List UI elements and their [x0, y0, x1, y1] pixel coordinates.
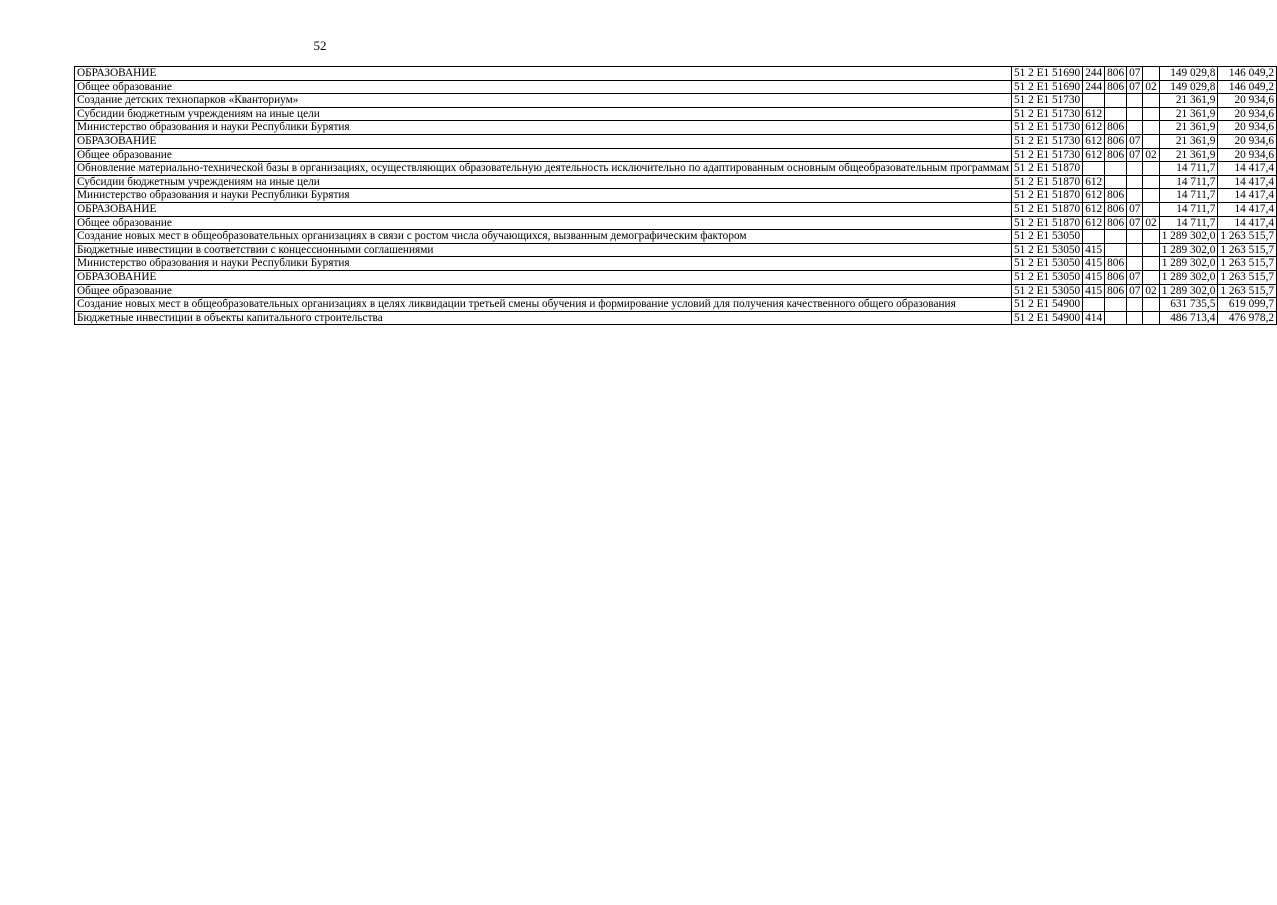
- page-number: 52: [313, 38, 327, 53]
- subsection-code-cell: [1143, 175, 1159, 189]
- subsection-code-cell: [1143, 270, 1159, 284]
- subsection-code-cell: [1143, 134, 1159, 148]
- administrator-code-cell: 806: [1105, 257, 1127, 271]
- amount-year1-cell: 631 735,5: [1159, 298, 1218, 312]
- administrator-code-cell: [1105, 243, 1127, 257]
- amount-year1-cell: 1 289 302,0: [1159, 257, 1218, 271]
- amount-year1-cell: 21 361,9: [1159, 107, 1218, 121]
- name-cell: Общее образование: [75, 148, 1012, 162]
- amount-year1-cell: 21 361,9: [1159, 148, 1218, 162]
- amount-year2-cell: 1 263 515,7: [1218, 284, 1277, 298]
- table-row: [75, 216, 1277, 230]
- administrator-code-cell: [1105, 311, 1127, 325]
- amount-year2-cell: 20 934,6: [1218, 94, 1277, 108]
- amount-year2-cell: 1 263 515,7: [1218, 257, 1277, 271]
- subsection-code-cell: [1143, 121, 1159, 135]
- table-row: [75, 257, 1277, 271]
- subsection-code-cell: 02: [1143, 284, 1159, 298]
- table-row: [75, 134, 1277, 148]
- amount-year2-cell: 14 417,4: [1218, 189, 1277, 203]
- target-article-code-cell: 51 2 E1 51870: [1011, 175, 1082, 189]
- amount-year1-cell: 14 711,7: [1159, 216, 1218, 230]
- table-row: [75, 121, 1277, 135]
- target-article-code-cell: 51 2 E1 53050: [1011, 257, 1082, 271]
- amount-year2-cell: 14 417,4: [1218, 162, 1277, 176]
- section-code-cell: [1127, 257, 1143, 271]
- administrator-code-cell: [1105, 107, 1127, 121]
- amount-year1-cell: 1 289 302,0: [1159, 284, 1218, 298]
- target-article-code-cell: 51 2 E1 54900: [1011, 311, 1082, 325]
- subsection-code-cell: 02: [1143, 148, 1159, 162]
- administrator-code-cell: 806: [1105, 67, 1127, 81]
- subsection-code-cell: [1143, 298, 1159, 312]
- name-cell: Министерство образования и науки Республики Бурятия: [75, 257, 1012, 271]
- administrator-code-cell: 806: [1105, 216, 1127, 230]
- table-row: [75, 80, 1277, 94]
- amount-year1-cell: 486 713,4: [1159, 311, 1218, 325]
- table-row: [75, 243, 1277, 257]
- amount-year2-cell: 619 099,7: [1218, 298, 1277, 312]
- name-cell: Бюджетные инвестиции в соответствии с концессионными соглашениями: [75, 243, 1012, 257]
- subsection-code-cell: [1143, 67, 1159, 81]
- administrator-code-cell: 806: [1105, 284, 1127, 298]
- administrator-code-cell: [1105, 230, 1127, 244]
- administrator-code-cell: 806: [1105, 121, 1127, 135]
- amount-year2-cell: 146 049,2: [1218, 80, 1277, 94]
- administrator-code-cell: 806: [1105, 189, 1127, 203]
- target-article-code-cell: 51 2 E1 53050: [1011, 284, 1082, 298]
- section-code-cell: [1127, 162, 1143, 176]
- target-article-code-cell: 51 2 E1 51690: [1011, 67, 1082, 81]
- name-cell: Обновление материально-технической базы в организациях, осуществляющих образовательную деятельность исключительно по адаптированным основным общеобразовательным программам: [75, 162, 1012, 176]
- amount-year2-cell: 20 934,6: [1218, 148, 1277, 162]
- table-body: [75, 67, 1277, 325]
- section-code-cell: [1127, 311, 1143, 325]
- expense-type-code-cell: 612: [1083, 202, 1105, 216]
- subsection-code-cell: [1143, 107, 1159, 121]
- amount-year1-cell: 21 361,9: [1159, 94, 1218, 108]
- subsection-code-cell: [1143, 94, 1159, 108]
- name-cell: Общее образование: [75, 284, 1012, 298]
- amount-year2-cell: 14 417,4: [1218, 216, 1277, 230]
- amount-year2-cell: 20 934,6: [1218, 107, 1277, 121]
- target-article-code-cell: 51 2 E1 51870: [1011, 162, 1082, 176]
- subsection-code-cell: 02: [1143, 216, 1159, 230]
- table-row: [75, 175, 1277, 189]
- expense-type-code-cell: 415: [1083, 270, 1105, 284]
- target-article-code-cell: 51 2 E1 51730: [1011, 134, 1082, 148]
- table-row: [75, 189, 1277, 203]
- section-code-cell: [1127, 243, 1143, 257]
- expense-type-code-cell: [1083, 162, 1105, 176]
- expense-type-code-cell: 244: [1083, 80, 1105, 94]
- expense-type-code-cell: [1083, 298, 1105, 312]
- expense-type-code-cell: [1083, 230, 1105, 244]
- expense-type-code-cell: 612: [1083, 216, 1105, 230]
- section-code-cell: [1127, 121, 1143, 135]
- table-row: [75, 202, 1277, 216]
- amount-year1-cell: 14 711,7: [1159, 189, 1218, 203]
- table-row: [75, 162, 1277, 176]
- expense-type-code-cell: 415: [1083, 257, 1105, 271]
- name-cell: Создание детских технопарков «Кванториум»: [75, 94, 1012, 108]
- target-article-code-cell: 51 2 E1 53050: [1011, 243, 1082, 257]
- section-code-cell: [1127, 189, 1143, 203]
- table-row: [75, 94, 1277, 108]
- budget-table: [74, 66, 1277, 325]
- expense-type-code-cell: 612: [1083, 175, 1105, 189]
- amount-year1-cell: 149 029,8: [1159, 67, 1218, 81]
- amount-year1-cell: 14 711,7: [1159, 202, 1218, 216]
- table-row: [75, 311, 1277, 325]
- target-article-code-cell: 51 2 E1 53050: [1011, 230, 1082, 244]
- administrator-code-cell: 806: [1105, 80, 1127, 94]
- target-article-code-cell: 51 2 E1 51730: [1011, 148, 1082, 162]
- table-row: [75, 67, 1277, 81]
- name-cell: Министерство образования и науки Республики Бурятия: [75, 121, 1012, 135]
- amount-year1-cell: 21 361,9: [1159, 121, 1218, 135]
- target-article-code-cell: 51 2 E1 51870: [1011, 216, 1082, 230]
- name-cell: ОБРАЗОВАНИЕ: [75, 67, 1012, 81]
- section-code-cell: 07: [1127, 67, 1143, 81]
- table-row: [75, 148, 1277, 162]
- section-code-cell: 07: [1127, 270, 1143, 284]
- expense-type-code-cell: 612: [1083, 107, 1105, 121]
- amount-year2-cell: 1 263 515,7: [1218, 270, 1277, 284]
- amount-year1-cell: 1 289 302,0: [1159, 243, 1218, 257]
- target-article-code-cell: 51 2 E1 51870: [1011, 189, 1082, 203]
- amount-year2-cell: 1 263 515,7: [1218, 230, 1277, 244]
- expense-type-code-cell: 415: [1083, 243, 1105, 257]
- amount-year1-cell: 21 361,9: [1159, 134, 1218, 148]
- amount-year1-cell: 1 289 302,0: [1159, 230, 1218, 244]
- section-code-cell: 07: [1127, 202, 1143, 216]
- name-cell: Общее образование: [75, 216, 1012, 230]
- amount-year2-cell: 20 934,6: [1218, 121, 1277, 135]
- subsection-code-cell: [1143, 230, 1159, 244]
- subsection-code-cell: 02: [1143, 80, 1159, 94]
- section-code-cell: [1127, 175, 1143, 189]
- target-article-code-cell: 51 2 E1 51730: [1011, 94, 1082, 108]
- subsection-code-cell: [1143, 189, 1159, 203]
- subsection-code-cell: [1143, 243, 1159, 257]
- table-row: [75, 298, 1277, 312]
- target-article-code-cell: 51 2 E1 51730: [1011, 121, 1082, 135]
- expense-type-code-cell: 612: [1083, 121, 1105, 135]
- name-cell: Создание новых мест в общеобразовательных организациях в целях ликвидации третьей смены обучения и формирование условий для получения качественного общего образования: [75, 298, 1012, 312]
- subsection-code-cell: [1143, 202, 1159, 216]
- subsection-code-cell: [1143, 257, 1159, 271]
- amount-year2-cell: 14 417,4: [1218, 202, 1277, 216]
- administrator-code-cell: [1105, 162, 1127, 176]
- expense-type-code-cell: 415: [1083, 284, 1105, 298]
- section-code-cell: [1127, 230, 1143, 244]
- section-code-cell: 07: [1127, 284, 1143, 298]
- name-cell: Субсидии бюджетным учреждениям на иные цели: [75, 107, 1012, 121]
- name-cell: ОБРАЗОВАНИЕ: [75, 202, 1012, 216]
- amount-year1-cell: 14 711,7: [1159, 175, 1218, 189]
- target-article-code-cell: 51 2 E1 53050: [1011, 270, 1082, 284]
- amount-year2-cell: 20 934,6: [1218, 134, 1277, 148]
- administrator-code-cell: 806: [1105, 148, 1127, 162]
- administrator-code-cell: [1105, 94, 1127, 108]
- amount-year1-cell: 149 029,8: [1159, 80, 1218, 94]
- table-row: [75, 270, 1277, 284]
- subsection-code-cell: [1143, 311, 1159, 325]
- name-cell: Бюджетные инвестиции в объекты капитального строительства: [75, 311, 1012, 325]
- section-code-cell: [1127, 107, 1143, 121]
- target-article-code-cell: 51 2 E1 51870: [1011, 202, 1082, 216]
- section-code-cell: 07: [1127, 216, 1143, 230]
- administrator-code-cell: [1105, 298, 1127, 312]
- amount-year2-cell: 1 263 515,7: [1218, 243, 1277, 257]
- name-cell: Создание новых мест в общеобразовательных организациях в связи с ростом числа обучающихся, вызванным демографическим фактором: [75, 230, 1012, 244]
- name-cell: ОБРАЗОВАНИЕ: [75, 270, 1012, 284]
- name-cell: ОБРАЗОВАНИЕ: [75, 134, 1012, 148]
- name-cell: Министерство образования и науки Республики Бурятия: [75, 189, 1012, 203]
- section-code-cell: 07: [1127, 134, 1143, 148]
- amount-year1-cell: 1 289 302,0: [1159, 270, 1218, 284]
- expense-type-code-cell: [1083, 94, 1105, 108]
- amount-year2-cell: 146 049,2: [1218, 67, 1277, 81]
- expense-type-code-cell: 612: [1083, 134, 1105, 148]
- table-row: [75, 230, 1277, 244]
- expense-type-code-cell: 612: [1083, 148, 1105, 162]
- expense-type-code-cell: 414: [1083, 311, 1105, 325]
- section-code-cell: [1127, 94, 1143, 108]
- section-code-cell: [1127, 298, 1143, 312]
- amount-year2-cell: 476 978,2: [1218, 311, 1277, 325]
- administrator-code-cell: 806: [1105, 270, 1127, 284]
- section-code-cell: 07: [1127, 80, 1143, 94]
- amount-year2-cell: 14 417,4: [1218, 175, 1277, 189]
- table-row: [75, 107, 1277, 121]
- table-row: [75, 284, 1277, 298]
- target-article-code-cell: 51 2 E1 51730: [1011, 107, 1082, 121]
- administrator-code-cell: 806: [1105, 134, 1127, 148]
- expense-type-code-cell: 612: [1083, 189, 1105, 203]
- target-article-code-cell: 51 2 E1 51690: [1011, 80, 1082, 94]
- expense-type-code-cell: 244: [1083, 67, 1105, 81]
- subsection-code-cell: [1143, 162, 1159, 176]
- name-cell: Общее образование: [75, 80, 1012, 94]
- amount-year1-cell: 14 711,7: [1159, 162, 1218, 176]
- target-article-code-cell: 51 2 E1 54900: [1011, 298, 1082, 312]
- administrator-code-cell: 806: [1105, 202, 1127, 216]
- administrator-code-cell: [1105, 175, 1127, 189]
- section-code-cell: 07: [1127, 148, 1143, 162]
- name-cell: Субсидии бюджетным учреждениям на иные цели: [75, 175, 1012, 189]
